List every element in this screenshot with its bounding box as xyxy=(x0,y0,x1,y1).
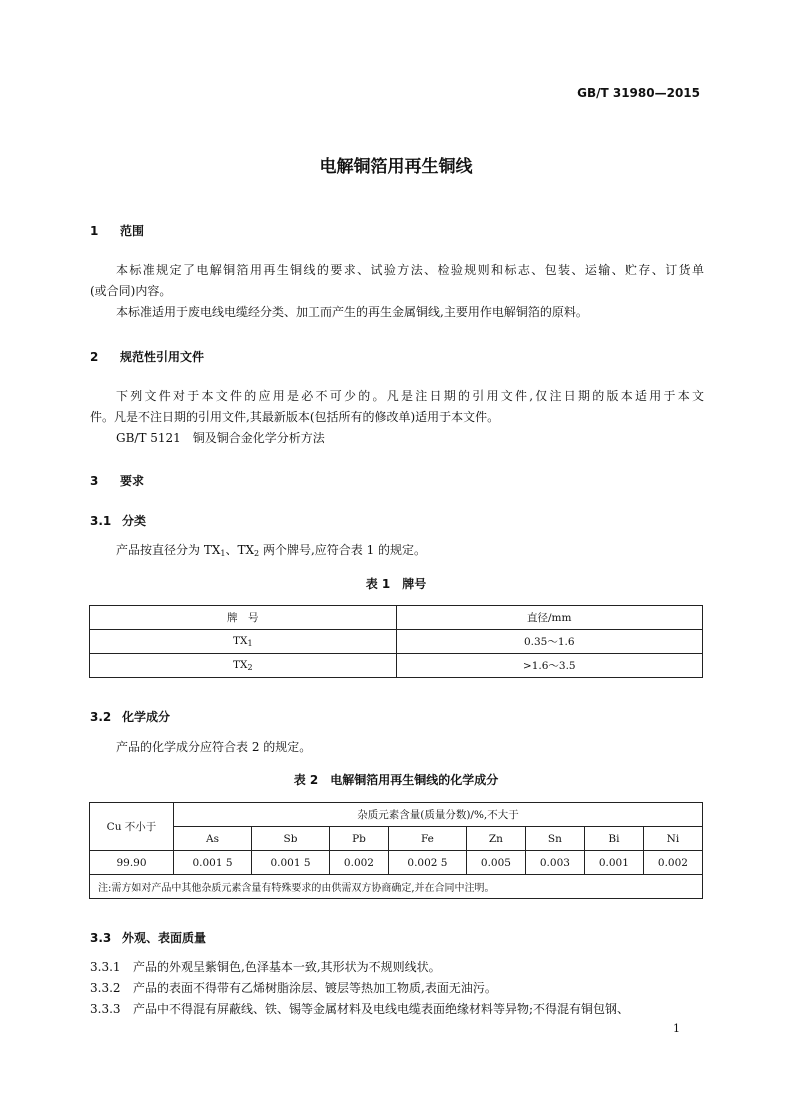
value-cell: 0.003 xyxy=(525,851,584,875)
clause-text: 产品中不得混有屏蔽线、铁、锡等金属材料及电线电缆表面绝缘材料等异物;不得混有铜包钢、 xyxy=(133,1002,630,1016)
table-row xyxy=(90,654,703,678)
element-cell: As xyxy=(174,827,252,851)
section-number: 3.3 xyxy=(90,931,112,945)
table-2-caption: 表 2 电解铜箔用再生铜线的化学成分 xyxy=(293,773,499,787)
section-number: 3.2 xyxy=(90,710,112,724)
grade-text: TX xyxy=(232,659,248,671)
paragraph-line: 产品的化学成分应符合表 2 的规定。 xyxy=(116,740,312,754)
element-cell: Sn xyxy=(525,827,584,851)
table-1-caption: 表 1 牌号 xyxy=(365,577,427,591)
section-1-paragraph-1 xyxy=(90,260,704,323)
section-title: 外观、表面质量 xyxy=(122,931,207,945)
paragraph-line: 件。凡是不注日期的引用文件,其最新版本(包括所有的修改单)适用于本文件。 xyxy=(90,410,500,424)
element-cell: Sb xyxy=(251,827,329,851)
paragraph-line: (或合同)内容。 xyxy=(90,284,172,298)
clause-text: 产品的外观呈紫铜色,色泽基本一致,其形状为不规则线状。 xyxy=(133,960,441,974)
element-cell: Bi xyxy=(584,827,643,851)
value-cell: 99.90 xyxy=(90,851,174,875)
note-row xyxy=(90,875,703,899)
section-3-1-heading xyxy=(90,512,146,529)
section-3-2-paragraph xyxy=(90,737,704,758)
table-row xyxy=(90,851,703,875)
cu-header-cell: Cu 不小于 xyxy=(90,803,174,851)
section-title: 范围 xyxy=(120,224,145,238)
table-2 xyxy=(89,802,703,899)
grade-cell xyxy=(90,654,397,678)
clause-3-3-3 xyxy=(90,1000,704,1017)
paragraph-line xyxy=(90,540,704,564)
table-header-row xyxy=(90,606,703,630)
table-note: 注:需方如对产品中其他杂质元素含量有特殊要求的由供需双方协商确定,并在合同中注明。 xyxy=(90,875,703,899)
text-run: 产品按直径分为 TX xyxy=(116,543,221,557)
diameter-cell: >1.6～3.5 xyxy=(396,654,703,678)
value-cell: 0.002 xyxy=(329,851,388,875)
value-cell: 0.002 xyxy=(643,851,702,875)
text-run: 、TX xyxy=(225,543,255,557)
clause-number: 3.3.1 xyxy=(90,960,121,974)
header-cell: 直径/mm xyxy=(396,606,703,630)
section-title: 分类 xyxy=(122,514,147,528)
value-cell: 0.005 xyxy=(466,851,525,875)
clause-number: 3.3.3 xyxy=(90,1002,121,1016)
standard-number: GB/T 31980—2015 xyxy=(577,86,700,100)
section-title: 要求 xyxy=(120,474,145,488)
value-cell: 0.001 xyxy=(584,851,643,875)
section-title: 化学成分 xyxy=(122,710,171,724)
element-cell: Zn xyxy=(466,827,525,851)
table-1 xyxy=(89,605,703,678)
diameter-cell: 0.35～1.6 xyxy=(396,630,703,654)
section-1-paragraph-2: 本标准适用于废电线电缆经分类、加工而产生的再生金属铜线,主要用作电解铜箔的原料。 xyxy=(116,305,588,319)
table-header-row xyxy=(90,803,703,827)
value-cell: 0.001 5 xyxy=(251,851,329,875)
clause-number: 3.3.2 xyxy=(90,981,121,995)
element-cell: Ni xyxy=(643,827,702,851)
clause-3-3-1 xyxy=(90,958,704,975)
value-cell: 0.001 5 xyxy=(174,851,252,875)
clause-3-3-2 xyxy=(90,979,704,996)
section-3-3-heading xyxy=(90,929,206,946)
table-row xyxy=(90,630,703,654)
section-number: 3.1 xyxy=(90,514,112,528)
header-cell: 牌 号 xyxy=(90,606,397,630)
paragraph-line: 下列文件对于本文件的应用是必不可少的。凡是注日期的引用文件,仅注日期的版本适用于本文 xyxy=(116,389,704,403)
element-header-row xyxy=(90,827,703,851)
subscript: 2 xyxy=(254,549,260,558)
clause-text: 产品的表面不得带有乙烯树脂涂层、镀层等热加工物质,表面无油污。 xyxy=(133,981,497,995)
section-number: 3 xyxy=(90,474,99,488)
section-3-1-paragraph xyxy=(90,540,704,564)
page-number: 1 xyxy=(673,1022,680,1035)
section-2-heading xyxy=(90,348,204,365)
section-number: 2 xyxy=(90,350,99,364)
subscript: 1 xyxy=(247,639,253,648)
impurity-header-cell: 杂质元素含量(质量分数)/%,不大于 xyxy=(174,803,703,827)
section-3-2-heading xyxy=(90,708,170,725)
subscript: 1 xyxy=(220,549,226,558)
element-cell: Pb xyxy=(329,827,388,851)
section-number: 1 xyxy=(90,224,99,238)
normative-reference: GB/T 5121 铜及铜合金化学分析方法 xyxy=(116,431,325,445)
element-cell: Fe xyxy=(388,827,466,851)
document-title: 电解铜箔用再生铜线 xyxy=(319,157,473,177)
section-2-paragraph xyxy=(90,386,704,449)
subscript: 2 xyxy=(247,663,253,672)
section-3-heading xyxy=(90,472,144,489)
grade-text: TX xyxy=(232,635,248,647)
text-run: 两个牌号,应符合表 1 的规定。 xyxy=(259,543,427,557)
paragraph-line: 本标准规定了电解铜箔用再生铜线的要求、试验方法、检验规则和标志、包装、运输、贮存、订货单 xyxy=(116,263,704,277)
value-cell: 0.002 5 xyxy=(388,851,466,875)
section-1-heading xyxy=(90,222,144,239)
section-title: 规范性引用文件 xyxy=(120,350,205,364)
grade-cell xyxy=(90,630,397,654)
